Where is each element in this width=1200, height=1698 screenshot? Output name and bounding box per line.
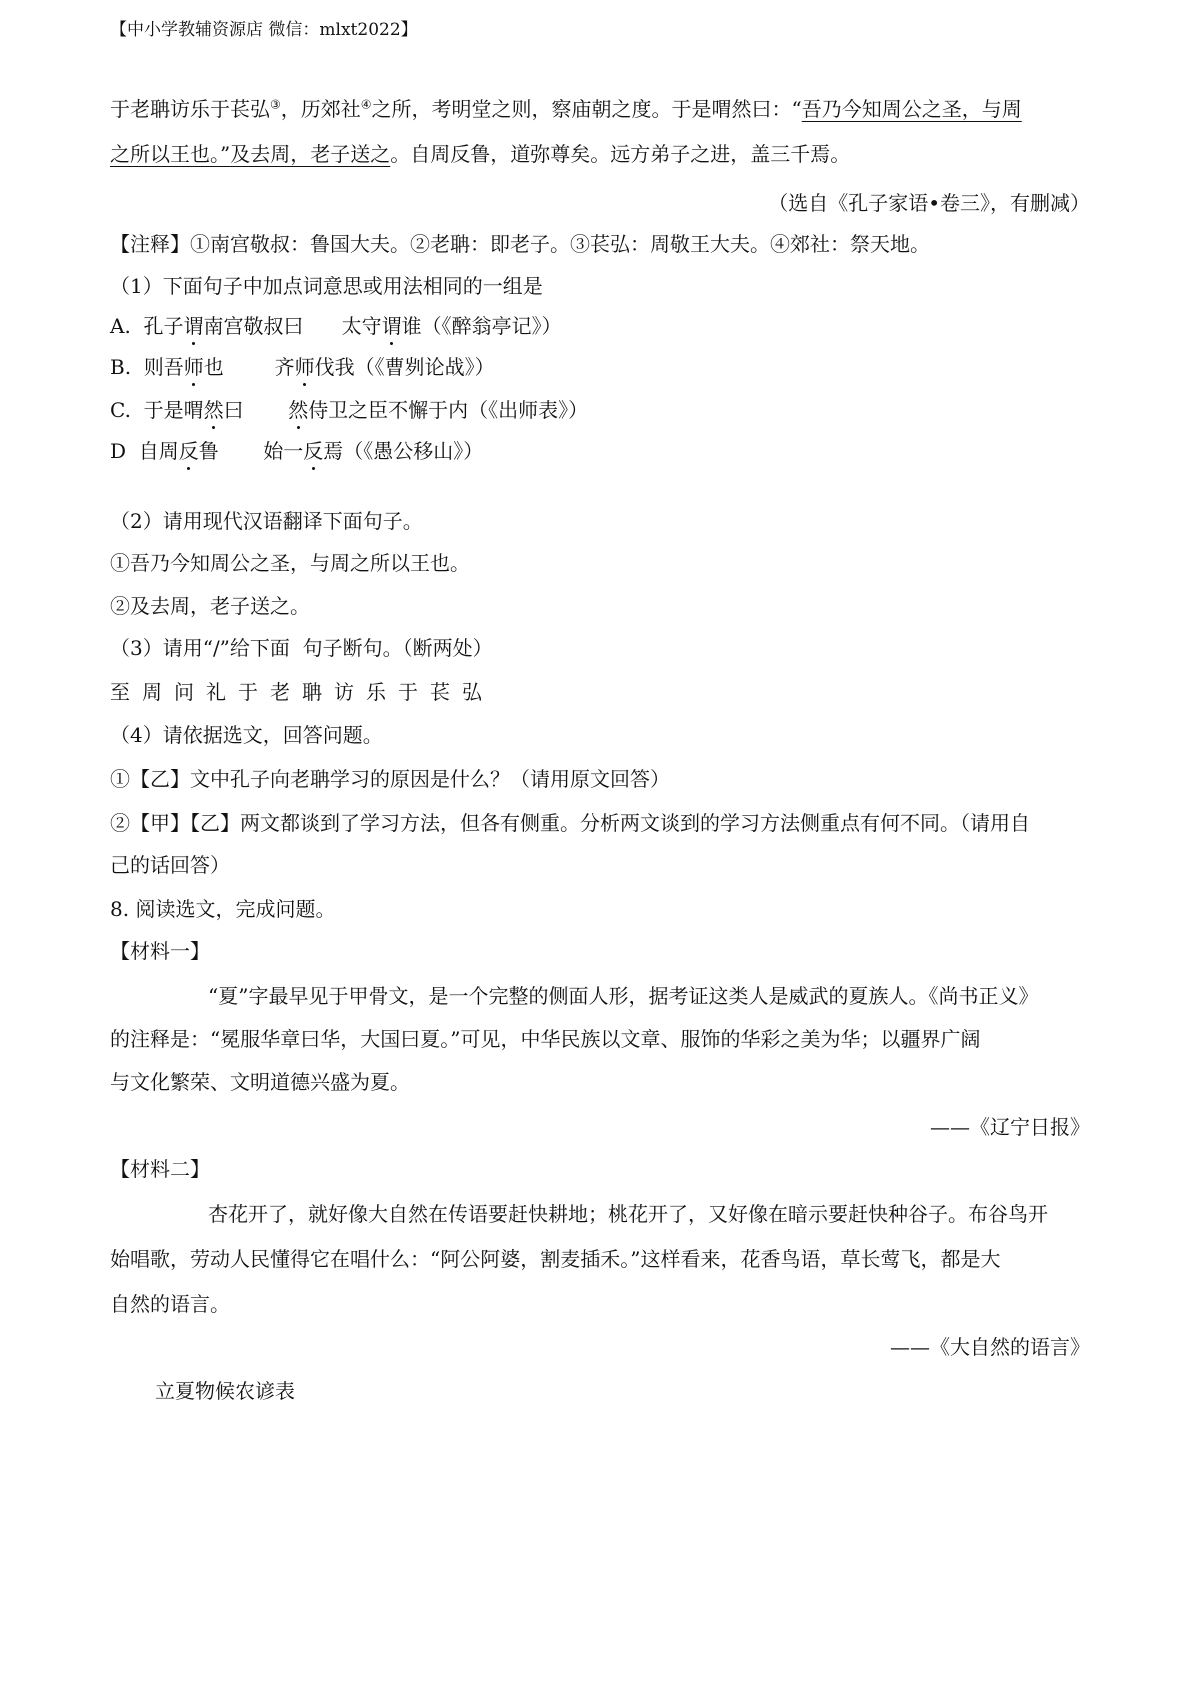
question-4-prompt: （4）请依据选文，回答问题。 — [110, 723, 383, 747]
option-text: 谁（《醉翁亭记》） — [401, 314, 562, 338]
material-2-line-1: 杏花开了，就好像大自然在传语要赶快耕地；桃花开了，又好像在暗示要赶快种谷子。布谷鸟开 — [208, 1202, 1048, 1226]
passage-text: ，历郊社 — [280, 97, 361, 121]
question-2-prompt: （2）请用现代汉语翻译下面句子。 — [110, 509, 423, 533]
passage-line-1 — [110, 95, 1022, 123]
question-8-title: 8. 阅读选文，完成问题。 — [110, 897, 336, 921]
material-1-line-2: 的注释是：“冕服华章曰华，大国曰夏。”可见，中华民族以文章、服饰的华彩之美为华；以疆界广阔 — [110, 1027, 981, 1051]
option-text: 也 齐 — [203, 355, 295, 379]
option-text: 侍卫之臣不懈于内（《出师表》） — [308, 398, 589, 422]
table-title: 立夏物候农谚表 — [155, 1379, 295, 1403]
question-4-part-1: ①【乙】文中孔子向老聃学习的原因是什么？（请用原文回答） — [110, 767, 670, 791]
underlined-sentence: 吾乃今知周公之圣，与周 — [801, 97, 1022, 121]
dotted-word: 反 — [178, 439, 199, 463]
translate-sentence-1: ①吾乃今知周公之圣，与周之所以王也。 — [110, 551, 470, 575]
option-text: 伐我（《曹刿论战》） — [314, 355, 495, 379]
dotted-word: 反 — [303, 439, 324, 463]
option-d — [110, 437, 483, 465]
dotted-word: 师 — [294, 355, 315, 379]
option-a — [110, 312, 562, 340]
material-1-line-3: 与文化繁荣、文明道德兴盛为夏。 — [110, 1070, 410, 1094]
question-4-part-2-line-2: 己的话回答） — [110, 853, 230, 877]
dotted-word: 谓 — [381, 314, 402, 338]
material-1-source: ——《辽宁日报》 — [930, 1115, 1090, 1139]
option-b — [110, 353, 495, 381]
footnote-marker: ③ — [270, 97, 281, 112]
material-2-label: 【材料二】 — [110, 1157, 210, 1181]
punctuation-sentence: 至周问礼于老聃访乐于苌弘 — [110, 680, 494, 704]
passage-line-2 — [110, 140, 850, 168]
watermark-header: 【中小学教辅资源店 微信：mlxt2022】 — [110, 20, 418, 40]
translate-sentence-2: ②及去周，老子送之。 — [110, 594, 310, 618]
footnote-marker: ④ — [360, 97, 372, 112]
material-1-line-1: “夏”字最早见于甲骨文，是一个完整的侧面人形，据考证这类人是威武的夏族人。《尚书正义》 — [208, 984, 1039, 1008]
question-3-prompt: （3）请用“/”给下面 句子断句。（断两处） — [110, 636, 493, 660]
material-2-source: ——《大自然的语言》 — [890, 1335, 1090, 1359]
option-text: A. 孔子 — [110, 314, 184, 338]
material-2-line-2: 始唱歌，劳动人民懂得它在唱什么：“阿公阿婆，割麦插禾。”这样看来，花香鸟语，草长莺飞，都是大 — [110, 1247, 1001, 1271]
dotted-word: 然 — [203, 398, 224, 422]
option-text: C. 于是喟 — [110, 398, 204, 422]
question-1-prompt: （1）下面句子中加点词意思或用法相同的一组是 — [110, 274, 543, 298]
material-2-line-3: 自然的语言。 — [110, 1292, 230, 1316]
dotted-word: 然 — [288, 398, 309, 422]
passage-text: 。自周反鲁，道弥尊矣。远方弟子之进，盖三千焉。 — [390, 142, 851, 166]
option-text: 曰 — [223, 398, 289, 422]
question-4-part-2-line-1: ②【甲】【乙】两文都谈到了学习方法，但各有侧重。分析两文谈到的学习方法侧重点有何不同。（请用自 — [110, 811, 1030, 835]
option-text: 焉（《愚公移山》） — [323, 439, 484, 463]
option-text: B. 则吾 — [110, 355, 184, 379]
underlined-sentence: 之所以王也。”及去周，老子送之 — [110, 142, 391, 166]
dotted-word: 谓 — [183, 314, 204, 338]
passage-text: 于老聃访乐于苌弘 — [110, 97, 270, 121]
annotations: 【注释】①南宫敬叔：鲁国大夫。②老聃：即老子。③苌弘：周敬王大夫。④郊社：祭天地。 — [110, 232, 930, 256]
option-text: 鲁 始一 — [198, 439, 304, 463]
option-c — [110, 396, 588, 424]
dotted-word: 师 — [183, 355, 204, 379]
material-1-label: 【材料一】 — [110, 939, 210, 963]
passage-text: 之所，考明堂之则，察庙朝之度。于是喟然曰：“ — [371, 97, 802, 121]
option-text: 南宫敬叔曰 太守 — [203, 314, 382, 338]
passage-source: （选自《孔子家语•卷三》，有删减） — [768, 191, 1090, 215]
option-text: D 自周 — [110, 439, 179, 463]
